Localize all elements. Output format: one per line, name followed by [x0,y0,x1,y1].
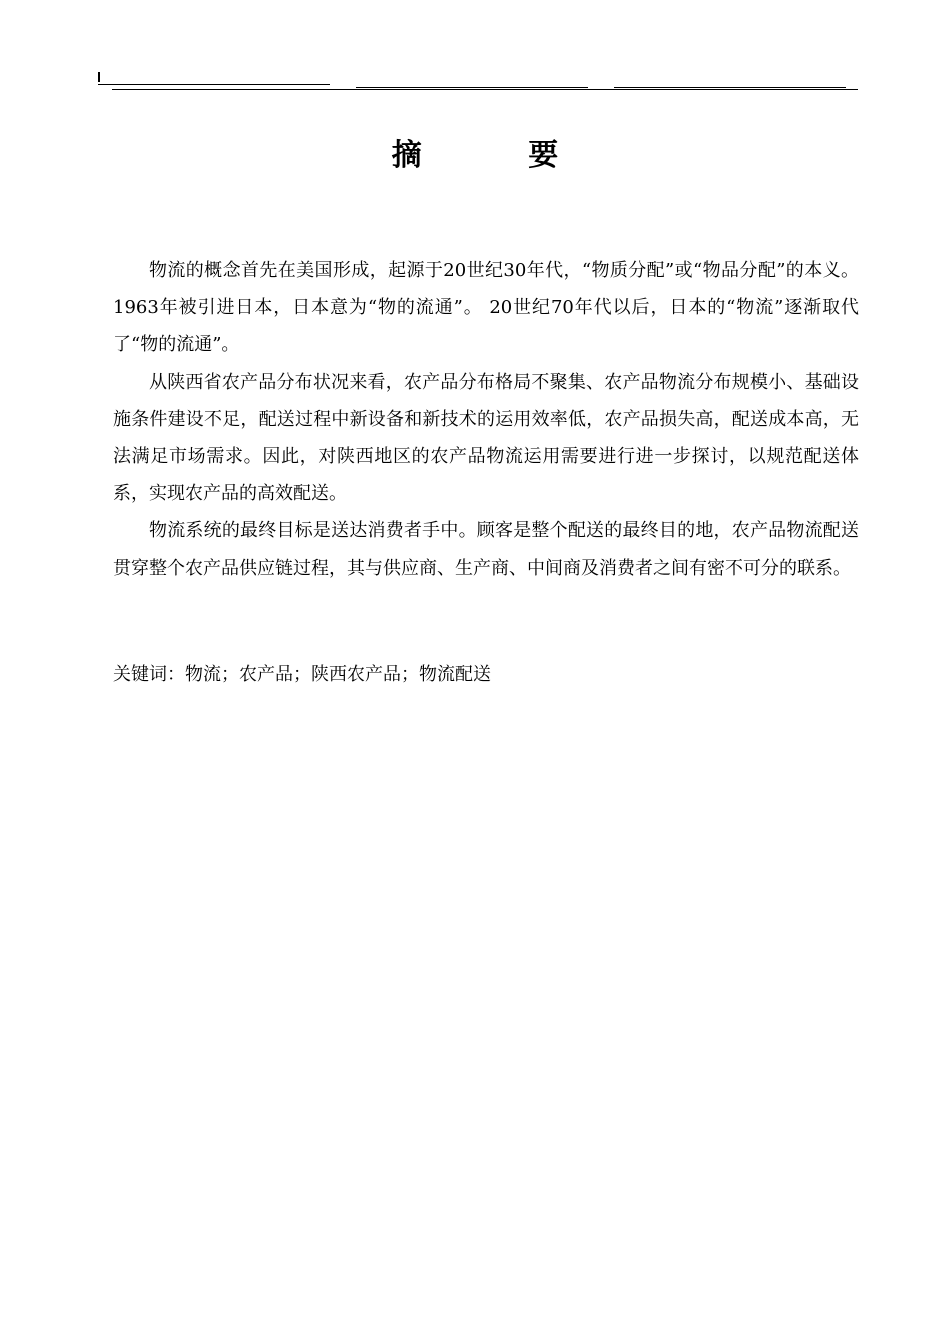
header-rule-segment [98,84,330,85]
keywords-line [113,660,859,690]
keywords-value: 物流；农产品；陕西农产品；物流配送 [185,664,491,685]
header-marker [98,72,100,82]
header-rule-line [112,89,858,90]
abstract-paragraph: 物流的概念首先在美国形成，起源于20世纪30年代，“物质分配”或“物品分配”的本义。 1963年被引进日本，日本意为“物的流通”。 20世纪70年代以后，日本的“物流”逐渐取代了“物的流通”。 [113,260,859,356]
header-rule-segment [614,87,846,88]
abstract-paragraph: 物流系统的最终目标是送达消费者手中。顾客是整个配送的最终目的地，农产品物流配送贯穿整个农产品供应链过程，其与供应商、生产商、中间商及消费者之间有密不可分的联系。 [113,520,859,579]
page-title: 摘 要 [391,138,607,173]
header-rule [98,68,860,92]
abstract-body [113,252,859,587]
abstract-paragraph: 从陕西省农产品分布状况来看，农产品分布格局不聚集、农产品物流分布规模小、基础设施条件建设不足，配送过程中新设备和新技术的运用效率低，农产品损失高，配送成本高，无法满足市场需求。因此，对陕西地区的农产品物流运用需要进行进一步探讨，以规范配送体系，实现农产品的高效配送。 [113,371,859,505]
keywords-label: 关键词： [113,664,185,685]
header-rule-segment [356,87,588,88]
